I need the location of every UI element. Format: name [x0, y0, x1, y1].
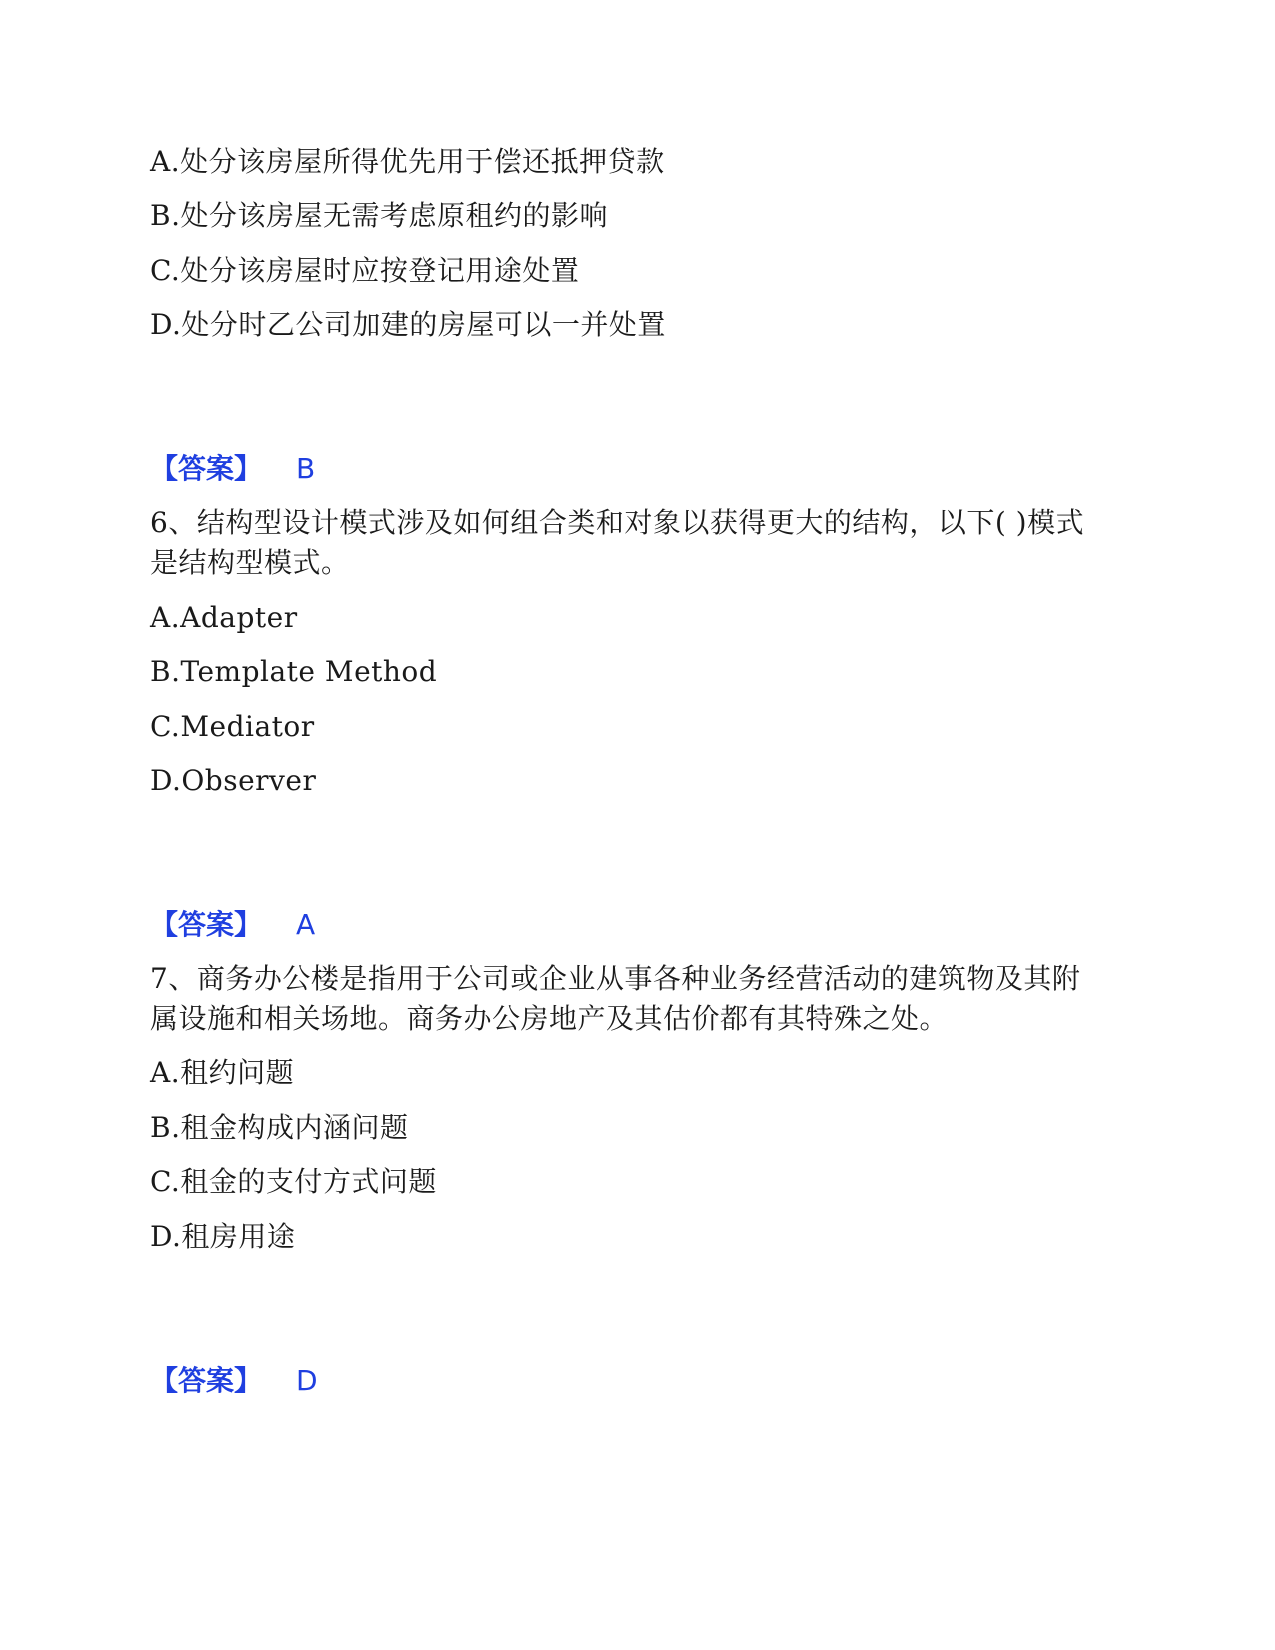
- answer-value: B: [296, 452, 316, 485]
- q7-answer: [150, 1361, 318, 1401]
- q5-answer: [150, 449, 315, 489]
- q6-option-c: C.Mediator: [150, 710, 315, 743]
- q7-option-c: C.租金的支付方式问题: [150, 1165, 437, 1198]
- q5-option-b: B.处分该房屋无需考虑原租约的影响: [150, 199, 608, 232]
- answer-value: D: [296, 1364, 318, 1397]
- q7-option-b: B.租金构成内涵问题: [150, 1111, 409, 1144]
- q6-option-d: D.Observer: [150, 764, 317, 797]
- answer-label: 【答案】: [150, 908, 263, 941]
- answer-value: A: [296, 908, 316, 941]
- q5-option-c: C.处分该房屋时应按登记用途处置: [150, 254, 580, 287]
- answer-label: 【答案】: [150, 452, 263, 485]
- q5-option-d: D.处分时乙公司加建的房屋可以一并处置: [150, 308, 666, 341]
- q7-option-d: D.租房用途: [150, 1220, 296, 1253]
- q6-question-line-2: 是结构型模式。: [150, 546, 350, 579]
- q7-option-a: A.租约问题: [150, 1056, 295, 1089]
- q6-option-a: A.Adapter: [150, 601, 298, 634]
- q5-option-a: A.处分该房屋所得优先用于偿还抵押贷款: [150, 145, 665, 178]
- answer-label: 【答案】: [150, 1364, 263, 1397]
- q6-question-line-1: 6、结构型设计模式涉及如何组合类和对象以获得更大的结构，以下( )模式: [150, 506, 1085, 539]
- q6-option-b: B.Template Method: [150, 655, 438, 688]
- q7-question-line-1: 7、商务办公楼是指用于公司或企业从事各种业务经营活动的建筑物及其附: [150, 962, 1081, 995]
- q6-answer: [150, 905, 315, 945]
- q7-question-line-2: 属设施和相关场地。商务办公房地产及其估价都有其特殊之处。: [150, 1002, 949, 1035]
